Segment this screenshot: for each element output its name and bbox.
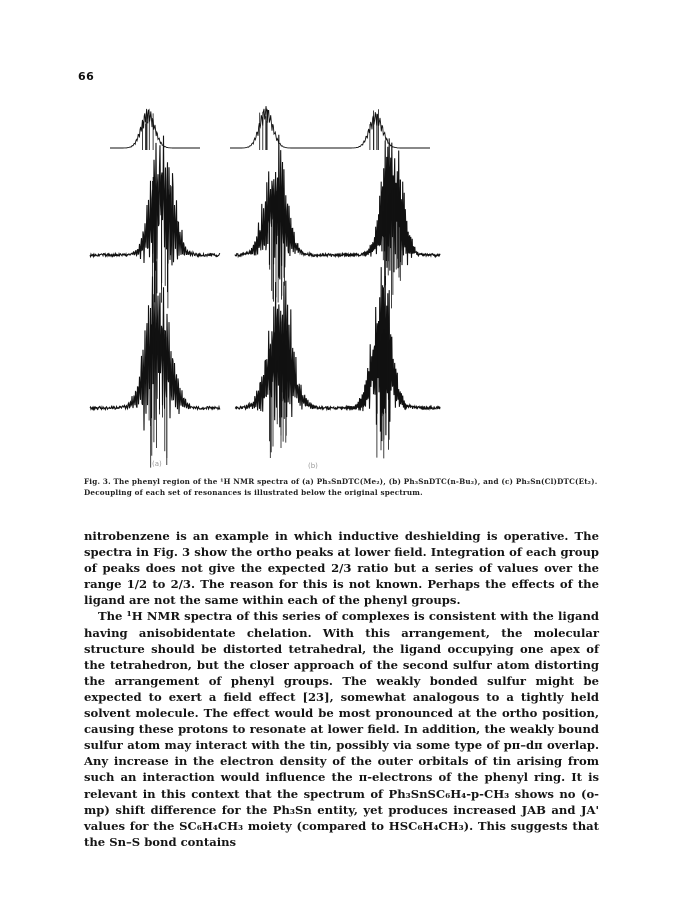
- spectrum-b-decoupled-2: [235, 281, 355, 458]
- panel-label-a: (a): [152, 460, 162, 468]
- nmr-spectra-graphic: [60, 90, 620, 480]
- spectrum-a-decoupled-1: [90, 136, 220, 311]
- body-text: [84, 528, 599, 850]
- figure-caption-text: Fig. 3. The phenyl region of the ¹H NMR spectra of (a) Ph₃SnDTC(Me₂), (b) Ph₃SnDTC(n-Bu₂), and (c) Ph₂Sn(Cl)DTC(Et₂). Decoupling of each set of resonances is illustrated below the original spectrum.: [84, 477, 598, 497]
- panel-label-b: (b): [308, 462, 318, 470]
- spectrum-c-decoupled-1: [345, 138, 440, 308]
- figure-caption: [84, 476, 599, 498]
- spectrum-a-original: [110, 109, 200, 150]
- spectrum-b-original: [230, 106, 330, 150]
- spectrum-b-decoupled-1: [235, 135, 355, 303]
- page-number: 66: [78, 70, 95, 83]
- paragraph-1: nitrobenzene is an example in which inductive deshielding is operative. The spectra in Fig. 3 show the ortho peaks at lower field. Integration of each group of peaks does not give the expected 2/3 ratio but a series of values over the range 1/2 to 2/3. The reason for this is not known. Perhaps the effects of the ligand are not the same within each of the phenyl groups.: [84, 529, 599, 608]
- spectrum-c-original: [330, 109, 430, 150]
- spectrum-c-decoupled-2: [345, 267, 440, 458]
- paragraph-2: The ¹H NMR spectra of this series of complexes is consistent with the ligand having anisobidentate chelation. With this arrangement, the molecular structure should be distorted tetrahedral, the ligand occupying one apex of the tetrahedron, but the closer approach of the second sulfur atom distorting the arrangement of phenyl groups. The weakly bonded sulfur might be expected to exert a field effect [23], somewhat analogous to a tightly held solvent molecule. The effect would be most pronounced at the ortho position, causing these protons to resonate at lower field. In addition, the weakly bound sulfur atom may interact with the tin, possibly via some type of pπ–dπ overlap. Any increase in the electron density of the outer orbitals of tin arising from such an interaction would influence the π-electrons of the phenyl ring. It is relevant in this context that the spectrum of Ph₃SnSC₆H₄-p-CH₃ shows no (o-mp) shift difference for the Ph₃Sn entity, yet produces increased JAB and JA' values for the SC₆H₄CH₃ moiety (compared to HSC₆H₄CH₃). This suggests that the Sn–S bond contains: [84, 609, 599, 849]
- nmr-spectra-figure: [60, 90, 620, 480]
